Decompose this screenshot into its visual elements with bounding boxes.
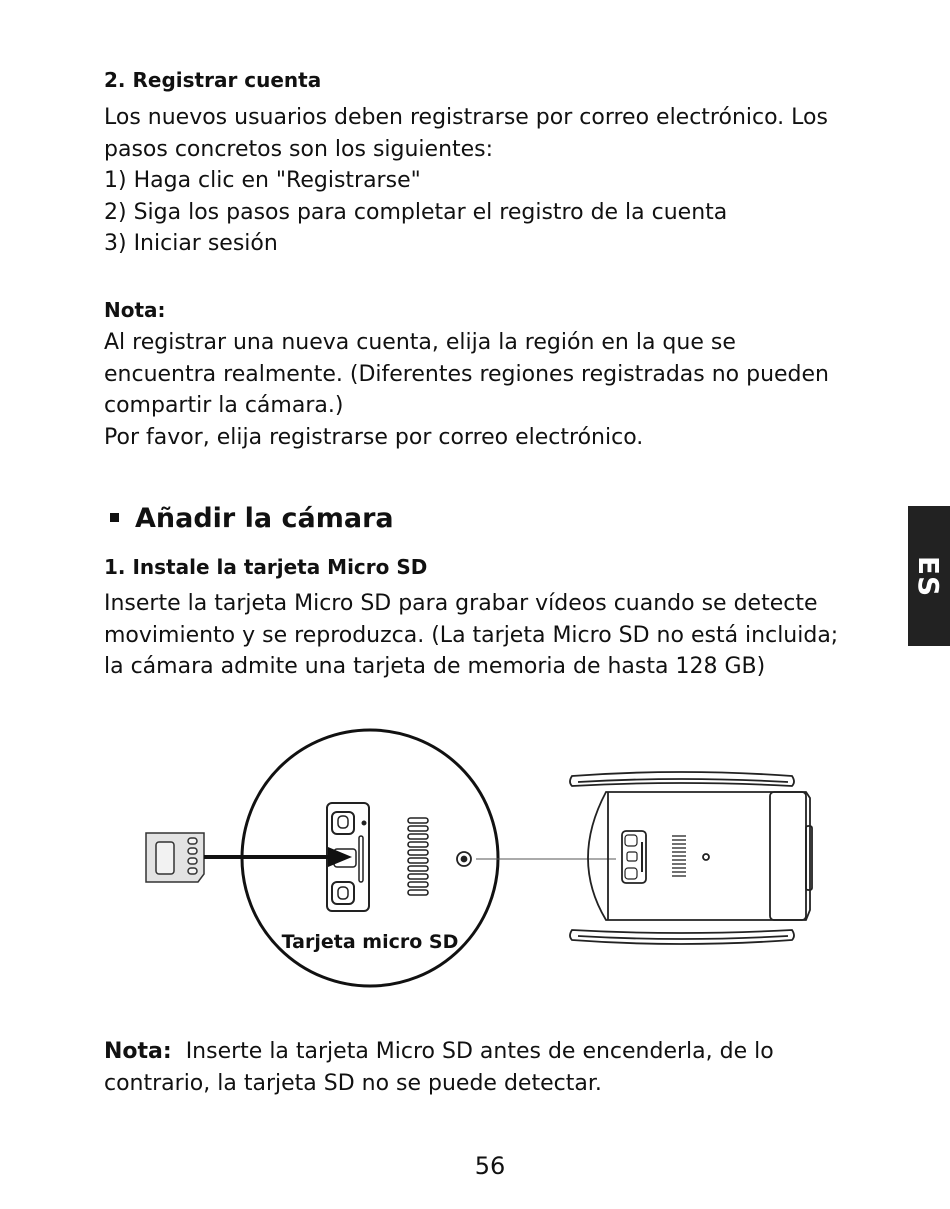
bullet-icon [110,513,119,522]
install-heading: 1. Instale la tarjeta Micro SD [104,555,428,579]
install-line: movimiento y se reproduzca. (La tarjeta Micro SD no está incluida; [104,622,839,648]
language-tab [908,506,950,646]
note2-label: Nota: [104,1039,172,1064]
note-line: compartir la cámara.) [104,393,344,418]
language-tab-label: ES [912,555,946,597]
note-line: Por favor, elija registrarse por correo electrónico. [104,424,644,450]
note-line: encuentra realmente. (Diferentes regiones registradas no pueden [104,361,830,387]
register-intro-line: pasos concretos son los siguientes: [104,136,494,162]
note-line: Al registrar una nueva cuenta, elija la región en la que se [104,330,736,355]
install-line: la cámara admite una tarjeta de memoria de hasta 128 GB) [104,654,766,679]
register-intro [104,102,828,260]
note-heading: Nota: [104,298,166,322]
section-title [110,503,394,534]
install-line: Inserte la tarjeta Micro SD para grabar vídeos cuando se detecte [104,591,818,616]
register-heading: 2. Registrar cuenta [104,68,322,92]
page-number: 56 [474,1152,506,1180]
note2-body [104,1036,774,1099]
camera-device-icon [570,772,812,944]
micro-sd-illustration [130,700,820,1010]
register-step-2: 2) Siga los pasos para completar el registro de la cuenta [104,199,728,225]
note2-line: contrario, la tarjeta SD no se puede detectar. [104,1070,602,1096]
install-body [104,588,838,683]
section-title-text: Añadir la cámara [135,503,394,534]
register-step-1: 1) Haga clic en "Registrarse" [104,168,421,193]
note-body [104,327,829,453]
note2-line [104,1036,774,1068]
sd-label: Tarjeta micro SD [281,931,459,953]
sd-card-icon [146,833,204,882]
register-step-3: 3) Iniciar sesión [104,231,278,256]
register-intro-line: Los nuevos usuarios deben registrarse por correo electrónico. Los [104,105,828,130]
note2-text: Inserte la tarjeta Micro SD antes de encenderla, de lo [185,1039,774,1064]
